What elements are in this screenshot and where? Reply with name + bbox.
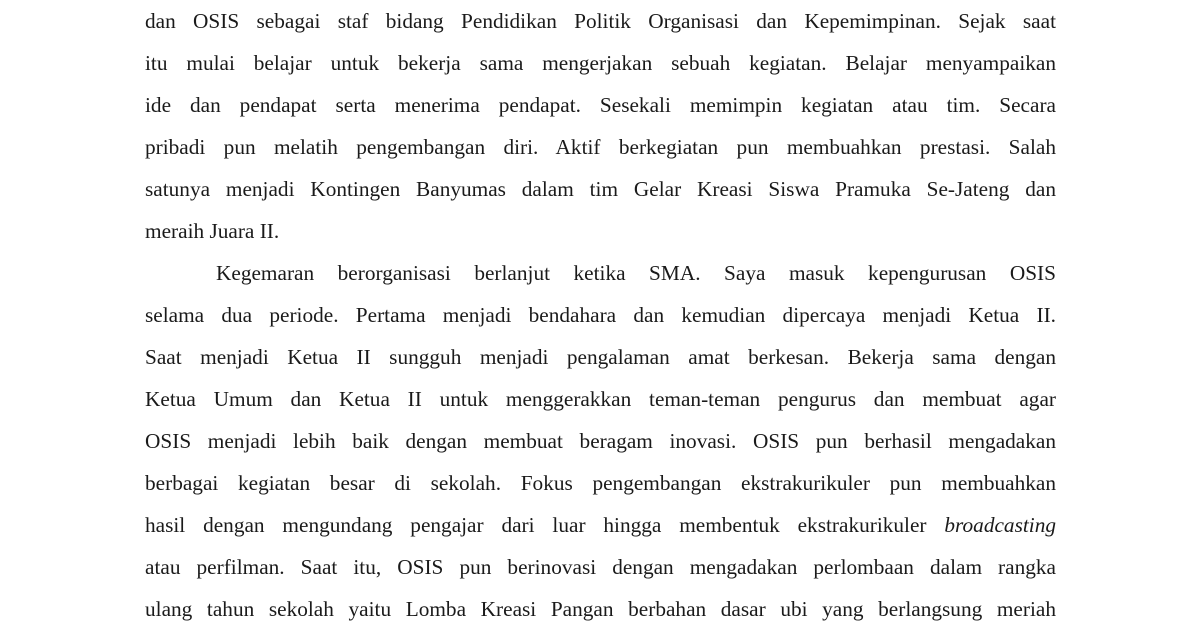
text-span: hasil dengan mengundang pengajar dari luar hingga membentuk ekstrakurikuler (145, 513, 945, 537)
text-line: dan OSIS sebagai staf bidang Pendidikan Politik Organisasi dan Kepemimpinan. Sejak saat (145, 9, 1056, 33)
text-line: ide dan pendapat serta menerima pendapat. Sesekali memimpin kegiatan atau tim. Secara (145, 93, 1056, 117)
text-line: itu mulai belajar untuk bekerja sama mengerjakan sebuah kegiatan. Belajar menyampaikan (145, 51, 1056, 75)
text-line: meraih Juara II. (145, 219, 280, 243)
text-line: satunya menjadi Kontingen Banyumas dalam tim Gelar Kreasi Siswa Pramuka Se-Jateng dan (145, 177, 1056, 201)
text-line: OSIS menjadi lebih baik dengan membuat beragam inovasi. OSIS pun berhasil mengadakan (145, 429, 1056, 453)
document-page (145, 0, 1056, 630)
text-line: selama dua periode. Pertama menjadi bendahara dan kemudian dipercaya menjadi Ketua II. (145, 303, 1056, 327)
italic-term: broadcasting (944, 513, 1056, 537)
text-line: Ketua Umum dan Ketua II untuk menggerakkan teman-teman pengurus dan membuat agar (145, 387, 1056, 411)
text-line: ulang tahun sekolah yaitu Lomba Kreasi Pangan berbahan dasar ubi yang berlangsung meriah (145, 597, 1056, 621)
text-line: Saat menjadi Ketua II sungguh menjadi pengalaman amat berkesan. Bekerja sama dengan (145, 345, 1056, 369)
text-line: atau perfilman. Saat itu, OSIS pun berinovasi dengan mengadakan perlombaan dalam rangka (145, 555, 1056, 579)
text-line: pribadi pun melatih pengembangan diri. Aktif berkegiatan pun membuahkan prestasi. Salah (145, 135, 1056, 159)
text-line: Kegemaran berorganisasi berlanjut ketika SMA. Saya masuk kepengurusan OSIS (216, 261, 1056, 285)
text-line (145, 511, 1056, 539)
text-line: berbagai kegiatan besar di sekolah. Fokus pengembangan ekstrakurikuler pun membuahkan (145, 471, 1056, 495)
